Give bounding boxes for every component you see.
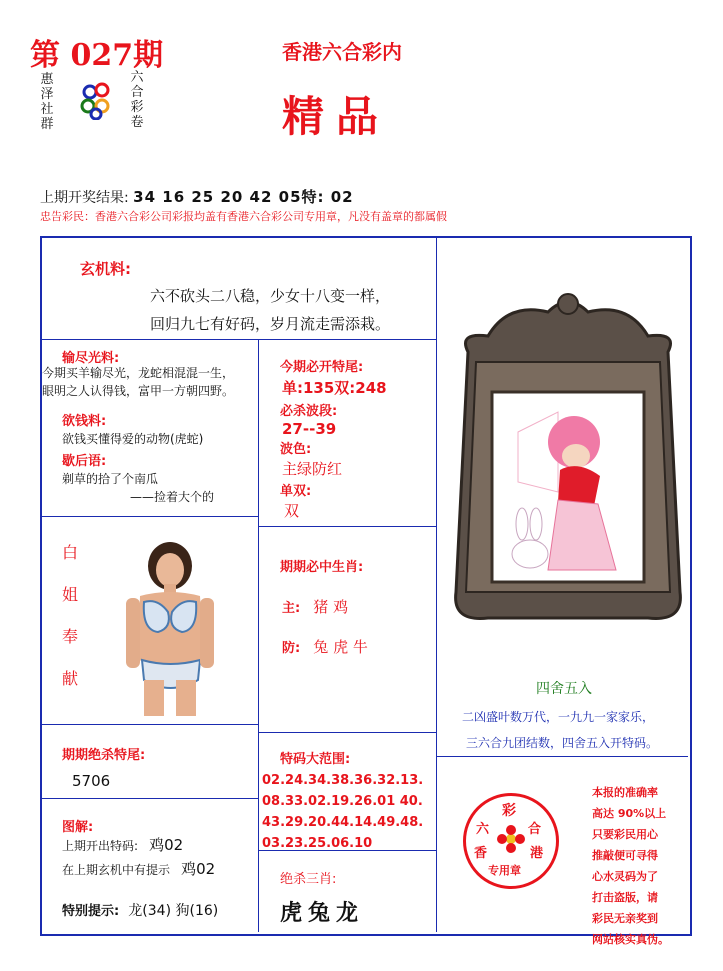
shengxiao-fang: [282, 636, 368, 657]
left-vertical-text: 惠泽社群: [40, 72, 54, 132]
last-result-label: 上期开奖结果:: [40, 190, 129, 206]
accuracy-line: 高达 90%以上: [592, 807, 667, 820]
zhuwang-value: 虎兔龙: [280, 901, 365, 926]
warning-text: 忠告彩民：香港六合彩公司彩报均盖有香港六合彩公司专用章，凡没有盖章的都属假: [40, 210, 447, 223]
stamp-bottom-text: 专用章: [488, 864, 521, 877]
tewei-value: 单:135双:248: [282, 379, 387, 397]
right-vertical-text: 六合彩卷: [130, 70, 144, 130]
ornate-frame-picture: [448, 292, 688, 630]
divider: [42, 724, 258, 725]
tema-row: 03.23.25.06.10: [262, 836, 373, 851]
accuracy-line: 推敲便可寻得: [592, 849, 658, 862]
xuanji-line-1: 六不砍头二八稳，少女十八变一样，: [150, 287, 391, 305]
shujin-label: 输尽光料:: [62, 351, 120, 366]
divider: [42, 516, 258, 517]
baijie-vertical: [62, 532, 82, 700]
boduan-label: 必杀波段:: [280, 404, 338, 419]
shengxiao-label: 期期必中生肖:: [280, 560, 364, 575]
divider: [42, 339, 436, 340]
accuracy-line: 只要彩民用心: [592, 828, 658, 841]
title-line-2: 精品: [282, 92, 391, 141]
divider: [436, 756, 688, 757]
lottery-logo-icon: [78, 80, 118, 120]
woman-photo: [120, 540, 220, 716]
juesha-value: 5706: [72, 772, 111, 790]
tujie-label: 图解:: [62, 820, 94, 835]
tujie-line-1: [62, 834, 183, 855]
accuracy-line: 彩民无亲奖到: [592, 912, 658, 925]
bose-value: 主绿防红: [282, 460, 343, 478]
shengxiao-main: [282, 596, 348, 617]
accuracy-line: 心水灵码为了: [592, 870, 658, 883]
tujie-line-2-label: 在上期玄机中有提示: [62, 863, 171, 877]
shujin-line-2: 眼明之人认得钱，富甲一方朝四野。: [42, 384, 235, 398]
divider: [42, 798, 258, 799]
stamp-char: 六: [476, 822, 490, 837]
baijie-char: 姐: [62, 585, 79, 604]
tema-row: 43.29.20.44.14.49.48.: [262, 815, 424, 830]
sishe-line-1: 二凶盛叶数万代，一九九一家家乐，: [462, 710, 655, 724]
sishe-title: 四舍五入: [536, 681, 592, 697]
last-result-numbers: 34 16 25 20 42 05特: 02: [133, 188, 354, 206]
shengxiao-fang-label: 防:: [282, 641, 301, 656]
stamp-char: 香: [474, 846, 488, 861]
shujin-line-1: 今期买羊输尽光，龙蛇相混混一生，: [42, 366, 235, 380]
tema-row: 02.24.34.38.36.32.13.: [262, 773, 424, 788]
bose-label: 波色:: [280, 442, 312, 457]
accuracy-line: 网站核实真伪。: [592, 933, 669, 946]
issue-number: 第 027期: [30, 38, 164, 73]
yuqian-text: 欲钱买懂得爱的动物(虎蛇): [62, 432, 204, 446]
official-stamp: [463, 793, 559, 889]
zhuwang-label: 绝杀三肖:: [280, 872, 337, 887]
xiehouyu-line-1: 剃草的拾了个南瓜: [62, 472, 159, 486]
tebie-value: 龙(34) 狗(16): [128, 903, 219, 919]
danshuang-label: 单双:: [280, 484, 312, 499]
tema-rows: [262, 770, 436, 854]
shengxiao-main-value: 猪 鸡: [313, 598, 349, 616]
divider: [258, 732, 436, 733]
tema-label: 特码大范围:: [280, 752, 351, 767]
baijie-char: 奉: [62, 627, 79, 646]
title-line-1: 香港六合彩内: [282, 40, 402, 64]
xiehouyu-label: 歇后语:: [62, 454, 107, 469]
juesha-label: 期期绝杀特尾:: [62, 748, 146, 763]
stamp-char: 港: [530, 846, 544, 861]
yuqian-label: 欲钱料:: [62, 414, 107, 429]
divider: [258, 340, 259, 932]
danshuang-value: 双: [284, 502, 300, 520]
baijie-char: 白: [62, 543, 79, 562]
xuanji-line-2: 回归九七有好码，岁月流走需添栽。: [150, 315, 391, 333]
accuracy-line: 本报的准确率: [592, 786, 658, 799]
accuracy-line: 打击盗版，请: [592, 891, 658, 904]
boduan-value: 27--39: [282, 420, 337, 438]
tujie-line-2: [62, 858, 215, 879]
tujie-line-1-label: 上期开出特码:: [62, 839, 139, 853]
xiehouyu-line-2: ——捡着大个的: [130, 490, 215, 504]
tujie-line-2-value: 鸡02: [181, 860, 216, 878]
flower-emblem-icon: [496, 824, 526, 854]
xuanji-label: 玄机料:: [80, 260, 131, 278]
tujie-line-1-value: 鸡02: [149, 836, 184, 854]
tema-row: 08.33.02.19.26.01 40.: [262, 794, 423, 809]
divider: [258, 526, 436, 527]
sishe-line-2: 三六合九团结数，四舍五入开特码。: [466, 736, 659, 750]
stamp-char: 合: [528, 822, 542, 837]
shengxiao-fang-value: 兔 虎 牛: [313, 638, 368, 656]
shengxiao-main-label: 主:: [282, 601, 301, 616]
tebie: [62, 900, 218, 920]
tewei-label: 今期必开特尾:: [280, 360, 364, 375]
accuracy-note: [592, 782, 686, 950]
tebie-label: 特别提示:: [62, 904, 120, 919]
stamp-char: 彩: [502, 803, 516, 819]
last-result: [40, 186, 354, 207]
baijie-char: 献: [62, 669, 79, 688]
divider: [436, 238, 437, 932]
